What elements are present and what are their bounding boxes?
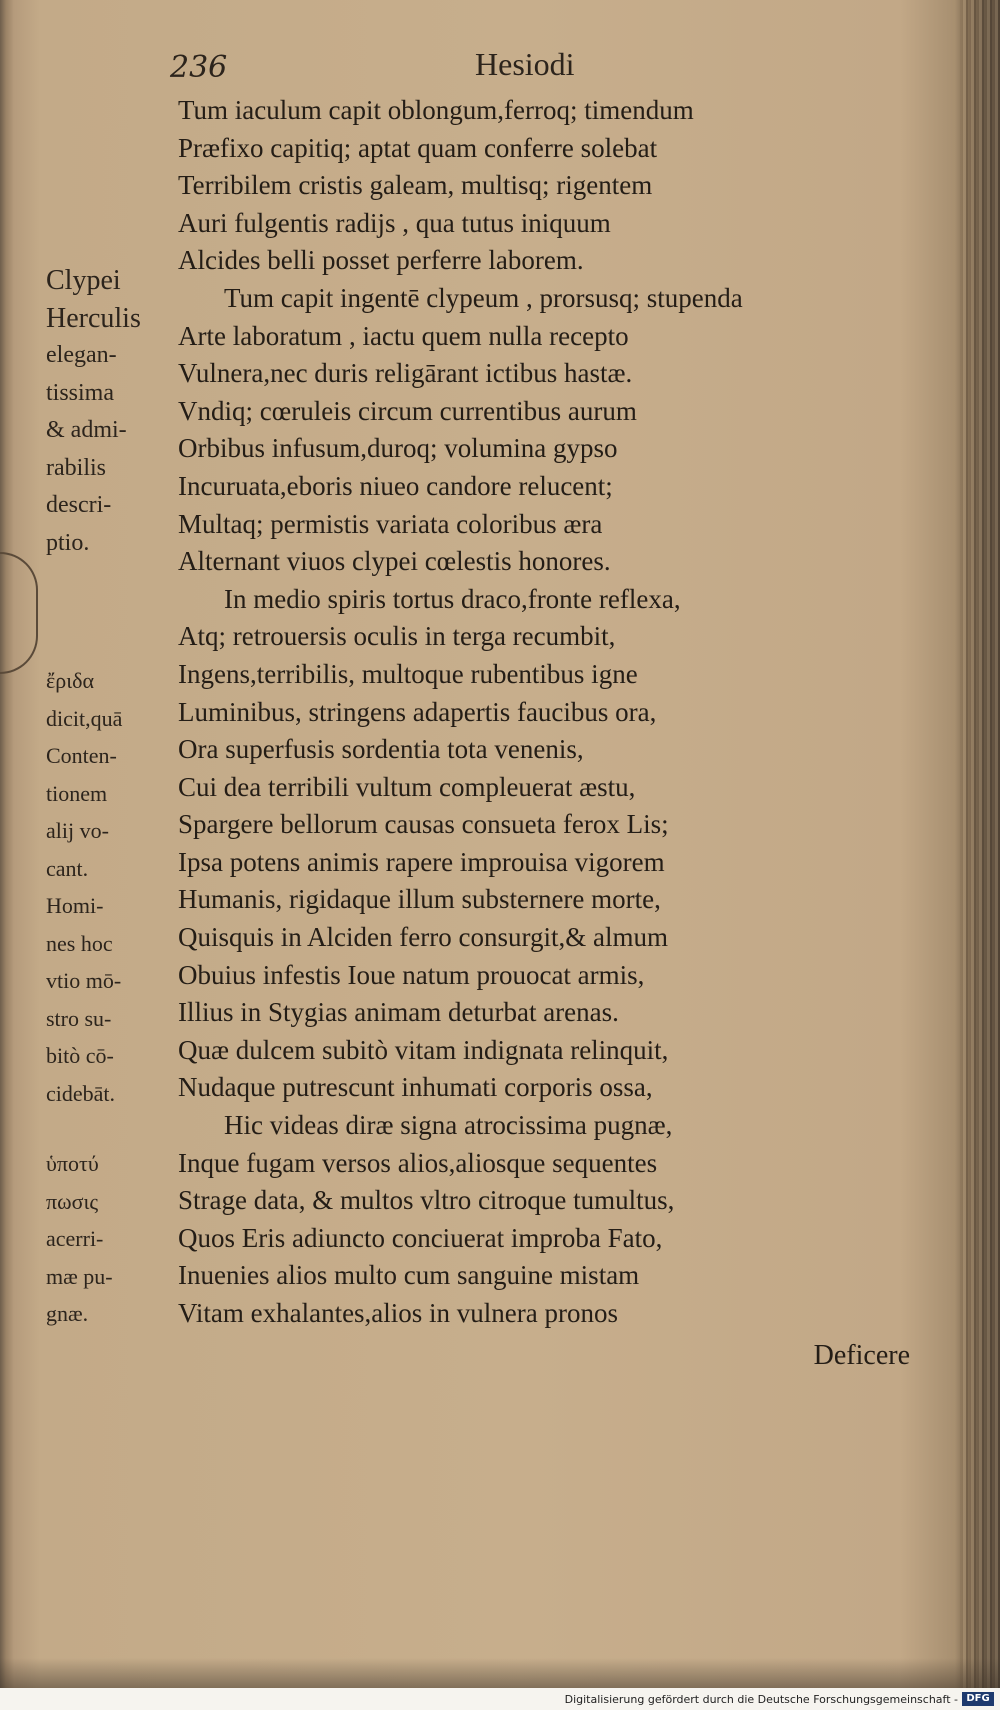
verse-line: Terribilem cristis galeam, multisq; rigentem <box>178 170 653 201</box>
marginal-note-eris <box>46 662 166 1112</box>
page-number: 236 <box>170 50 228 85</box>
marginal-note-line: gnæ. <box>46 1301 89 1326</box>
verse-line: Tum iaculum capit oblongum,ferroq; timendum <box>178 95 694 125</box>
marginal-note-line: elegan- <box>46 342 117 368</box>
marginal-note-line: ἔριδα <box>46 668 95 693</box>
verse-line: Alcides belli posset perferre laborem. <box>178 245 584 276</box>
verse-line: In medio spiris tortus draco,fronte reflexa, <box>224 583 681 614</box>
dfg-logo: DFG <box>962 1692 994 1706</box>
scan-shadow <box>0 1658 1000 1688</box>
adjacent-page-edge <box>960 0 1000 1688</box>
marginal-note-shield <box>46 262 166 562</box>
footer-credit: Digitalisierung gefördert durch die Deutsche Forschungsgemeinschaft - <box>564 1693 958 1706</box>
verse-line: Ingens,terribilis, multoque rubentibus igne <box>178 658 638 689</box>
verse-line: Illius in Stygias animam deturbat arenas. <box>178 997 619 1028</box>
verse-line: Quæ dulcem subitò vitam indignata relinquit, <box>178 1034 669 1065</box>
verse-line: Strage data, & multos vltro citroque tumultus, <box>178 1185 675 1216</box>
marginal-note-line: nes hoc <box>46 930 113 956</box>
verse-line: Cui dea terribili vultum compleuerat æstu, <box>178 771 636 802</box>
catchword: Deficere <box>813 1340 910 1371</box>
verse-line: Præfixo capitiq; aptat quam conferre solebat <box>178 132 658 163</box>
marginal-note-line: ὑποτύ <box>46 1151 99 1176</box>
verse-line: Spargere bellorum causas consueta ferox Lis; <box>178 809 669 840</box>
verse-line: Inque fugam versos alios,aliosque sequentes <box>178 1147 658 1178</box>
marginal-note-line: rabilis <box>46 454 106 481</box>
marginal-note-line: Conten- <box>46 743 117 768</box>
marginal-note-line: descri- <box>46 492 112 518</box>
verse-line: Tum capit ingentē clypeum , prorsusq; stupenda <box>224 282 743 313</box>
marginal-note-line: πωσις <box>46 1188 99 1214</box>
marginal-note-line: Clypei <box>46 265 121 296</box>
running-head: Hesiodi <box>475 46 575 82</box>
marginal-note-line: vtio mō- <box>46 968 122 993</box>
verse-line: Ipsa potens animis rapere improuisa vigorem <box>178 846 665 877</box>
verse-line: Vitam exhalantes,alios in vulnera pronos <box>178 1298 619 1328</box>
verse-line: Ora superfusis sordentia tota venenis, <box>178 734 584 765</box>
verse-line: Vulnera,nec duris religārant ictibus hastæ. <box>178 358 633 389</box>
margin-bracket <box>0 552 38 674</box>
marginal-note-line: & admi- <box>46 417 127 443</box>
marginal-note-line: Herculis <box>46 302 141 334</box>
marginal-note-line: tionem <box>46 780 108 806</box>
verse-line: Incuruata,eboris niueo candore relucent; <box>178 470 613 501</box>
verse-line: Atq; retrouersis oculis in terga recumbit, <box>178 621 616 652</box>
verse-line: Nudaque putrescunt inhumati corporis ossa, <box>178 1072 653 1103</box>
verse-line: Obuius infestis Ioue natum prouocat armis, <box>178 959 645 990</box>
marginal-note-line: bitò cō- <box>46 1043 114 1068</box>
marginal-note-line: Homi- <box>46 893 104 918</box>
marginal-note-line: mæ pu- <box>46 1263 113 1289</box>
verse-line: Orbibus infusum,duroq; volumina gypso <box>178 433 618 464</box>
verse-line: Vndiq; cœruleis circum currentibus aurum <box>178 395 637 426</box>
verse-line: Quisquis in Alciden ferro consurgit,& almum <box>178 922 668 953</box>
verse-line: Arte laboratum , iactu quem nulla recepto <box>178 320 629 351</box>
marginal-note-line: tissima <box>46 379 115 406</box>
verse-line: Luminibus, stringens adapertis faucibus ora, <box>178 696 657 727</box>
marginal-note-line: acerri- <box>46 1226 104 1251</box>
marginal-note-line: cant. <box>46 855 89 881</box>
footer-bar <box>0 1688 1000 1710</box>
verse-line: Alternant viuos clypei cœlestis honores. <box>178 546 611 577</box>
marginal-note-line: alij vo- <box>46 818 109 843</box>
verse-line: Humanis, rigidaque illum substernere morte, <box>178 884 661 915</box>
verse-line: Inuenies alios multo cum sanguine mistam <box>178 1260 640 1291</box>
marginal-note-line: stro su- <box>46 1005 112 1031</box>
marginal-note-line: cidebāt. <box>46 1080 116 1106</box>
marginal-note-hypotyposis <box>46 1145 166 1333</box>
verse-line: Multaq; permistis variata coloribus æra <box>178 508 603 539</box>
verse-text <box>178 92 938 1333</box>
marginal-note-line: dicit,quā <box>46 705 123 731</box>
verse-line: Hic videas diræ signa atrocissima pugnæ, <box>224 1110 673 1141</box>
verse-line: Auri fulgentis radijs , qua tutus iniquum <box>178 207 611 238</box>
verse-line: Quos Eris adiuncto conciuerat improba Fato, <box>178 1222 663 1253</box>
marginal-note-line: ptio. <box>46 529 90 556</box>
